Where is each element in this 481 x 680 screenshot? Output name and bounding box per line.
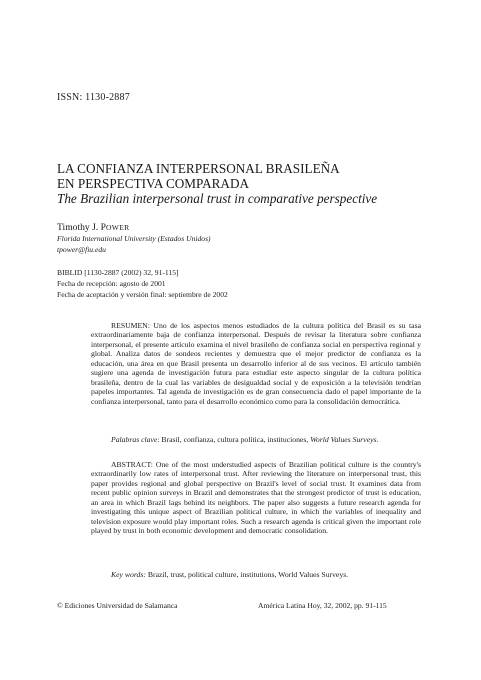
footer-citation: América Latina Hoy, 32, 2002, pp. 91-115: [258, 601, 387, 610]
palabras-clave-text: : Brasil, confianza, cultura política, instituciones,: [157, 435, 311, 444]
issn-label: ISSN: 1130-2887: [57, 92, 130, 103]
article-title-english: The Brazilian interpersonal trust in comparative perspective: [57, 191, 378, 206]
author-name: [57, 222, 130, 233]
article-title-line-1: LA CONFIANZA INTERPERSONAL BRASILEÑA: [57, 161, 340, 176]
article-title-line-2: EN PERSPECTIVA COMPARADA: [57, 176, 250, 191]
keywords-label: Key words:: [111, 570, 146, 579]
abstract-section: [91, 460, 421, 536]
palabras-clave-italic-tail: World Values Surveys: [310, 435, 377, 444]
author-given-name: Timothy J.: [57, 222, 101, 233]
accepted-date: Fecha de aceptación y versión final: septiembre de 2002: [57, 290, 228, 299]
author-email: tpower@fiu.edu: [57, 245, 106, 254]
footer-publisher: © Ediciones Universidad de Salamanca: [57, 601, 178, 610]
author-affiliation: Florida International University (Estados Unidos): [57, 234, 211, 243]
keywords-text: Brazil, trust, political culture, institutions, World Values Surveys.: [145, 570, 349, 579]
author-surname-initial: P: [100, 222, 106, 233]
palabras-clave-paragraph: [91, 435, 421, 444]
biblid-line: BIBLID [1130-2887 (2002) 32, 91-115]: [57, 268, 179, 277]
received-date: Fecha de recepción: agosto de 2001: [57, 279, 166, 288]
keywords-paragraph: [91, 570, 421, 579]
keywords-section: [91, 570, 421, 579]
palabras-clave-label: Palabras clave: [111, 435, 158, 444]
palabras-clave-end: .: [376, 435, 379, 444]
resumen-paragraph: RESUMEN: Uno de los aspectos menos estudiados de la cultura política del Brasil es su tasa extraordinariamente baja de confianza interpersonal. Después de revisar la literatura sobre confianza interpersonal, el presente artículo examina el nivel brasileño de confianza social en perspectiva regional y global. Analiza datos de sondeos recientes y demuestra que el mejor predictor de confianza es la educación, una área en que Brasil presenta un desarrollo inferior al de sus vecinos. El artículo también sugiere una agenda de investigación futura para estudiar este aspecto singular de la cultura política brasileña, dentro de la cual las variables de desigualdad social y de exposición a la televisión tendrían papeles importantes. Tal agenda de investigación es de gran consecuencia dado el papel importante de la confianza interpersonal, tanto para el desarrollo económico como para la consolidación democrática.: [91, 321, 421, 406]
author-surname-rest: OWER: [105, 223, 130, 232]
abstract-paragraph: ABSTRACT: One of the most understudied aspects of Brazilian political culture is the country's extraordinarily low rates of interpersonal trust. After reviewing the literature on interpersonal trust, this paper provides regional and global perspective on Brazil's level of social trust. It examines data from recent public opinion surveys in Brazil and demonstrates that the strongest predictor of trust is education, an area in which Brazil lags behind its neighbors. The paper also suggests a future research agenda for investigating this unique aspect of Brazilian political culture, in which the variables of inequality and television exposure would play important roles. Such a research agenda is critical given the important role played by trust in both economic development and democratic consolidation.: [91, 460, 421, 536]
resumen-section: [91, 321, 421, 406]
palabras-clave-section: [91, 435, 421, 444]
